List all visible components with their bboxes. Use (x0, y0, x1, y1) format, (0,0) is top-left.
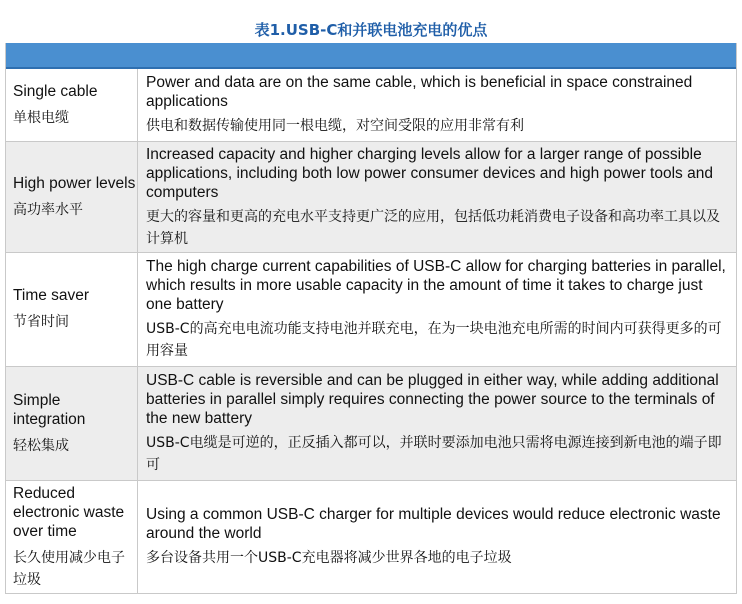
advantages-table (5, 43, 737, 594)
row-label-en: Simple integration (13, 391, 86, 428)
row-label-en: Time saver (13, 287, 90, 304)
row-label-en: Reduced electronic waste over time (13, 484, 125, 540)
row-desc-cell (138, 142, 736, 252)
row-desc-cell (138, 367, 736, 480)
row-desc-zh: USB-C的高充电电流功能支持电池并联充电，在为一块电池充电所需的时间内可获得更多的可用容量 (146, 321, 722, 359)
row-desc-cell (138, 253, 736, 366)
row-desc-zh: USB-C电缆是可逆的，正反插入都可以，并联时要添加电池只需将电源连接到新电池的端子即可 (146, 435, 722, 473)
row-label-cell (6, 253, 138, 366)
row-label-cell (6, 481, 138, 593)
row-label-zh: 节省时间 (13, 314, 69, 330)
row-label-zh: 高功率水平 (13, 201, 83, 218)
row-label-zh: 长久使用减少电子垃圾 (13, 549, 125, 588)
row-desc-en: Power and data are on the same cable, which is beneficial in space constrained applications (146, 74, 693, 110)
table-row (6, 69, 736, 142)
row-desc-zh: 供电和数据传输使用同一根电缆，对空间受限的应用非常有利 (146, 118, 524, 134)
table-row (6, 481, 736, 594)
table-title: 表1.USB-C和并联电池充电的优点 (254, 21, 488, 39)
row-desc-en: The high charge current capabilities of USB-C allow for charging batteries in parallel, which results in more usable capacity in the amount of time it takes to charge just one battery (146, 258, 726, 313)
row-label-en: High power levels (13, 174, 136, 192)
row-desc-cell (138, 69, 736, 141)
table-row (6, 142, 736, 253)
row-label-zh: 轻松集成 (13, 437, 69, 454)
row-desc-cell (138, 481, 736, 593)
row-label-cell (6, 142, 138, 252)
row-desc-en: USB-C cable is reversible and can be plugged in either way, while adding additional batteries in parallel simply requires connecting the power source to the terminals of the new battery (146, 372, 719, 427)
row-label-zh: 单根电缆 (13, 109, 69, 126)
row-desc-en: Increased capacity and higher charging levels allow for a larger range of possible applications, including both low power consumer devices and high power tools and computers (146, 145, 713, 201)
table-row (6, 367, 736, 481)
table-row (6, 253, 736, 367)
row-label-cell (6, 367, 138, 480)
table-header-bar (6, 43, 736, 69)
row-label-en: Single cable (13, 82, 98, 100)
row-desc-zh: 多台设备共用一个USB-C充电器将减少世界各地的电子垃圾 (146, 550, 512, 566)
row-desc-zh: 更大的容量和更高的充电水平支持更广泛的应用，包括低功耗消费电子设备和高功率工具以及计算机 (146, 208, 720, 247)
row-desc-en: Using a common USB-C charger for multiple devices would reduce electronic waste around the world (146, 506, 721, 542)
row-label-cell (6, 69, 138, 141)
